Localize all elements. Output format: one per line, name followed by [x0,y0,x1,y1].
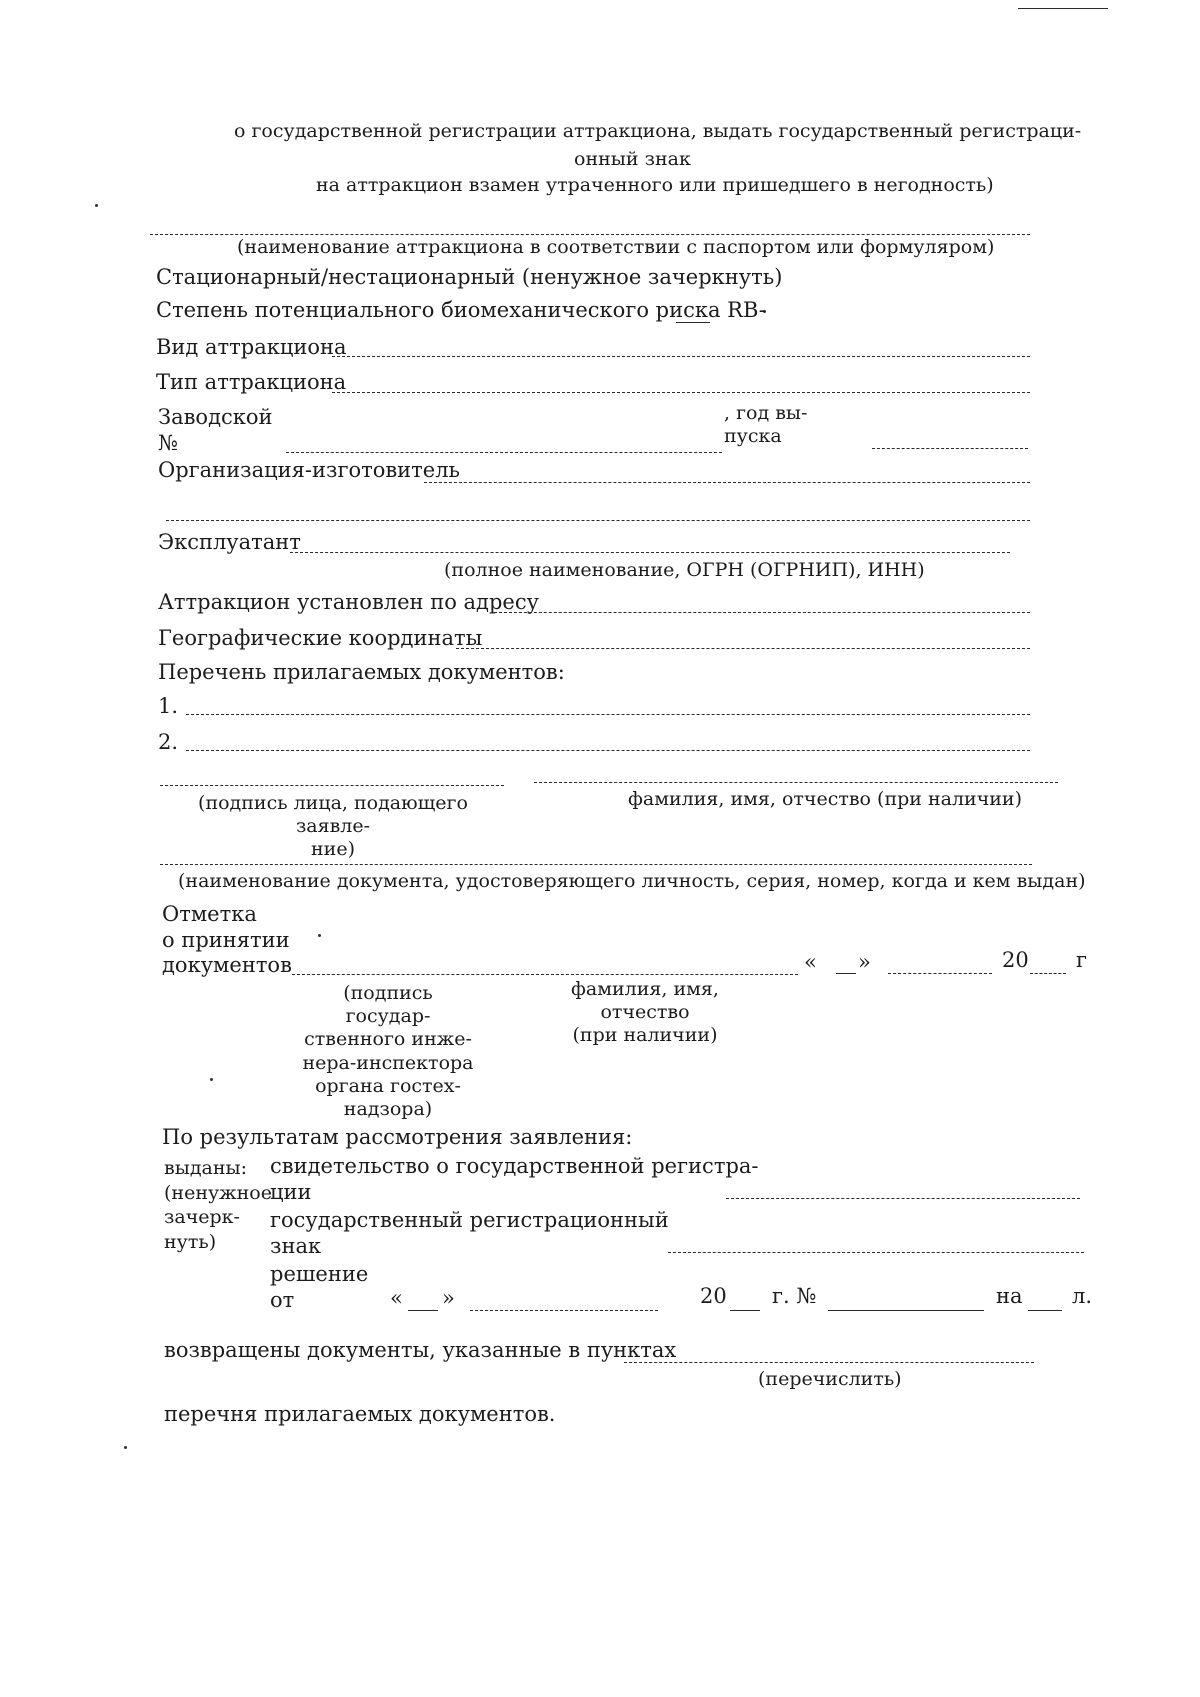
risk-label: Степень потенциального биомеханического риска RB- [156,298,766,322]
applicant-sign-line[interactable] [160,785,504,786]
acceptance-month-line[interactable] [888,973,992,974]
applicant-name-line[interactable] [534,782,1058,783]
header-line-3: на аттракцион взамен утраченного или пришедшего в негодность) [316,174,994,196]
decision-on-label: на [996,1284,1023,1308]
address-line[interactable] [494,612,1030,613]
operator-label: Эксплуатант [158,530,301,554]
returned-items-line[interactable] [624,1362,1034,1363]
list-tail: перечня прилагаемых документов. [164,1402,556,1426]
manufacturer-line-2[interactable] [166,520,1030,521]
scan-mark-line [1018,8,1108,9]
manufacturer-label: Организация-изготовитель [158,458,460,482]
stationary-label: Стационарный/нестационарный (ненужное зачеркнуть) [156,265,783,289]
acceptance-sign-hint: (подпись государ- ственного инже- нера-инспектора органа гостех- надзора) [302,982,474,1120]
certificate-line[interactable] [726,1198,1080,1199]
scan-dot [210,1078,213,1081]
year-line[interactable] [872,448,1028,449]
decision-number-line[interactable] [828,1310,984,1311]
docs-item-2-line[interactable] [186,750,1030,751]
acceptance-day-line[interactable] [836,973,856,974]
certificate-option: свидетельство о государственной регистра- ции [270,1154,759,1204]
decision-sheets-line[interactable] [1028,1310,1062,1311]
returned-label: возвращены документы, указанные в пунктах [164,1338,677,1362]
serial-label: Заводской № [158,405,273,455]
applicant-sign-hint: (подпись лица, подающего заявле- ние) [198,792,468,861]
manufacturer-line-1[interactable] [424,482,1030,483]
scan-dot [124,1446,127,1449]
serial-line[interactable] [286,452,722,453]
applicant-name-hint: фамилия, имя, отчество (при наличии) [628,788,1022,810]
type-label: Тип аттракциона [156,370,347,394]
id-doc-line[interactable] [160,864,1032,865]
results-title: По результатам рассмотрения заявления: [162,1125,633,1149]
acceptance-label: Отметка о принятии документов [162,902,292,978]
kind-line[interactable] [332,356,1030,357]
decision-day-line[interactable] [408,1310,438,1311]
sign-option: государственный регистрационный знак [270,1208,669,1258]
scan-dot [318,934,321,937]
address-label: Аттракцион установлен по адресу [158,590,539,614]
operator-hint: (полное наименование, ОГРН (ОГРНИП), ИНН) [444,559,925,581]
decision-year-line[interactable] [730,1310,760,1311]
decision-month-line[interactable] [470,1310,658,1311]
acceptance-year-prefix: 20 [1002,948,1029,972]
docs-item-1-line[interactable] [186,714,1030,715]
decision-quote-open: « [390,1286,403,1310]
attraction-name-line[interactable] [150,234,1030,235]
sign-line[interactable] [668,1252,1084,1253]
scan-dot [95,204,98,207]
operator-line[interactable] [290,552,1010,553]
header-line-1: о государственной регистрации аттракциона, выдать государственный регистраци- [234,120,1082,142]
id-doc-hint: (наименование документа, удостоверяющего личность, серия, номер, когда и кем выдан) [178,870,1086,892]
acceptance-quote-open: « [804,950,817,974]
risk-value-line[interactable] [676,322,710,323]
decision-year-prefix: 20 [700,1284,727,1308]
decision-sheets-label: л. [1072,1284,1093,1308]
acceptance-quote-close: » [858,950,871,974]
docs-item-1: 1. [158,694,179,718]
docs-list-label: Перечень прилагаемых документов: [158,660,565,684]
decision-number-label: г. № [772,1284,817,1308]
decision-option: решение от [270,1262,369,1312]
header-line-2: онный знак [574,148,691,170]
year-label: , год вы- пуска [724,402,808,448]
acceptance-year-suffix: г [1076,948,1088,972]
coords-line[interactable] [456,648,1030,649]
attraction-name-hint: (наименование аттракциона в соответствии с паспортом или формуляром) [237,236,995,258]
kind-label: Вид аттракциона [156,335,347,359]
coords-label: Географические координаты [158,626,483,650]
enumerate-hint: (перечислить) [758,1368,902,1390]
docs-item-2: 2. [158,730,179,754]
acceptance-year-line[interactable] [1030,973,1066,974]
type-line[interactable] [332,392,1030,393]
acceptance-sign-line[interactable] [292,974,798,975]
decision-quote-close: » [442,1286,455,1310]
issued-label: выданы: (ненужное зачерк- нуть) [164,1157,272,1254]
acceptance-name-hint: фамилия, имя, отчество (при наличии) [571,978,719,1047]
